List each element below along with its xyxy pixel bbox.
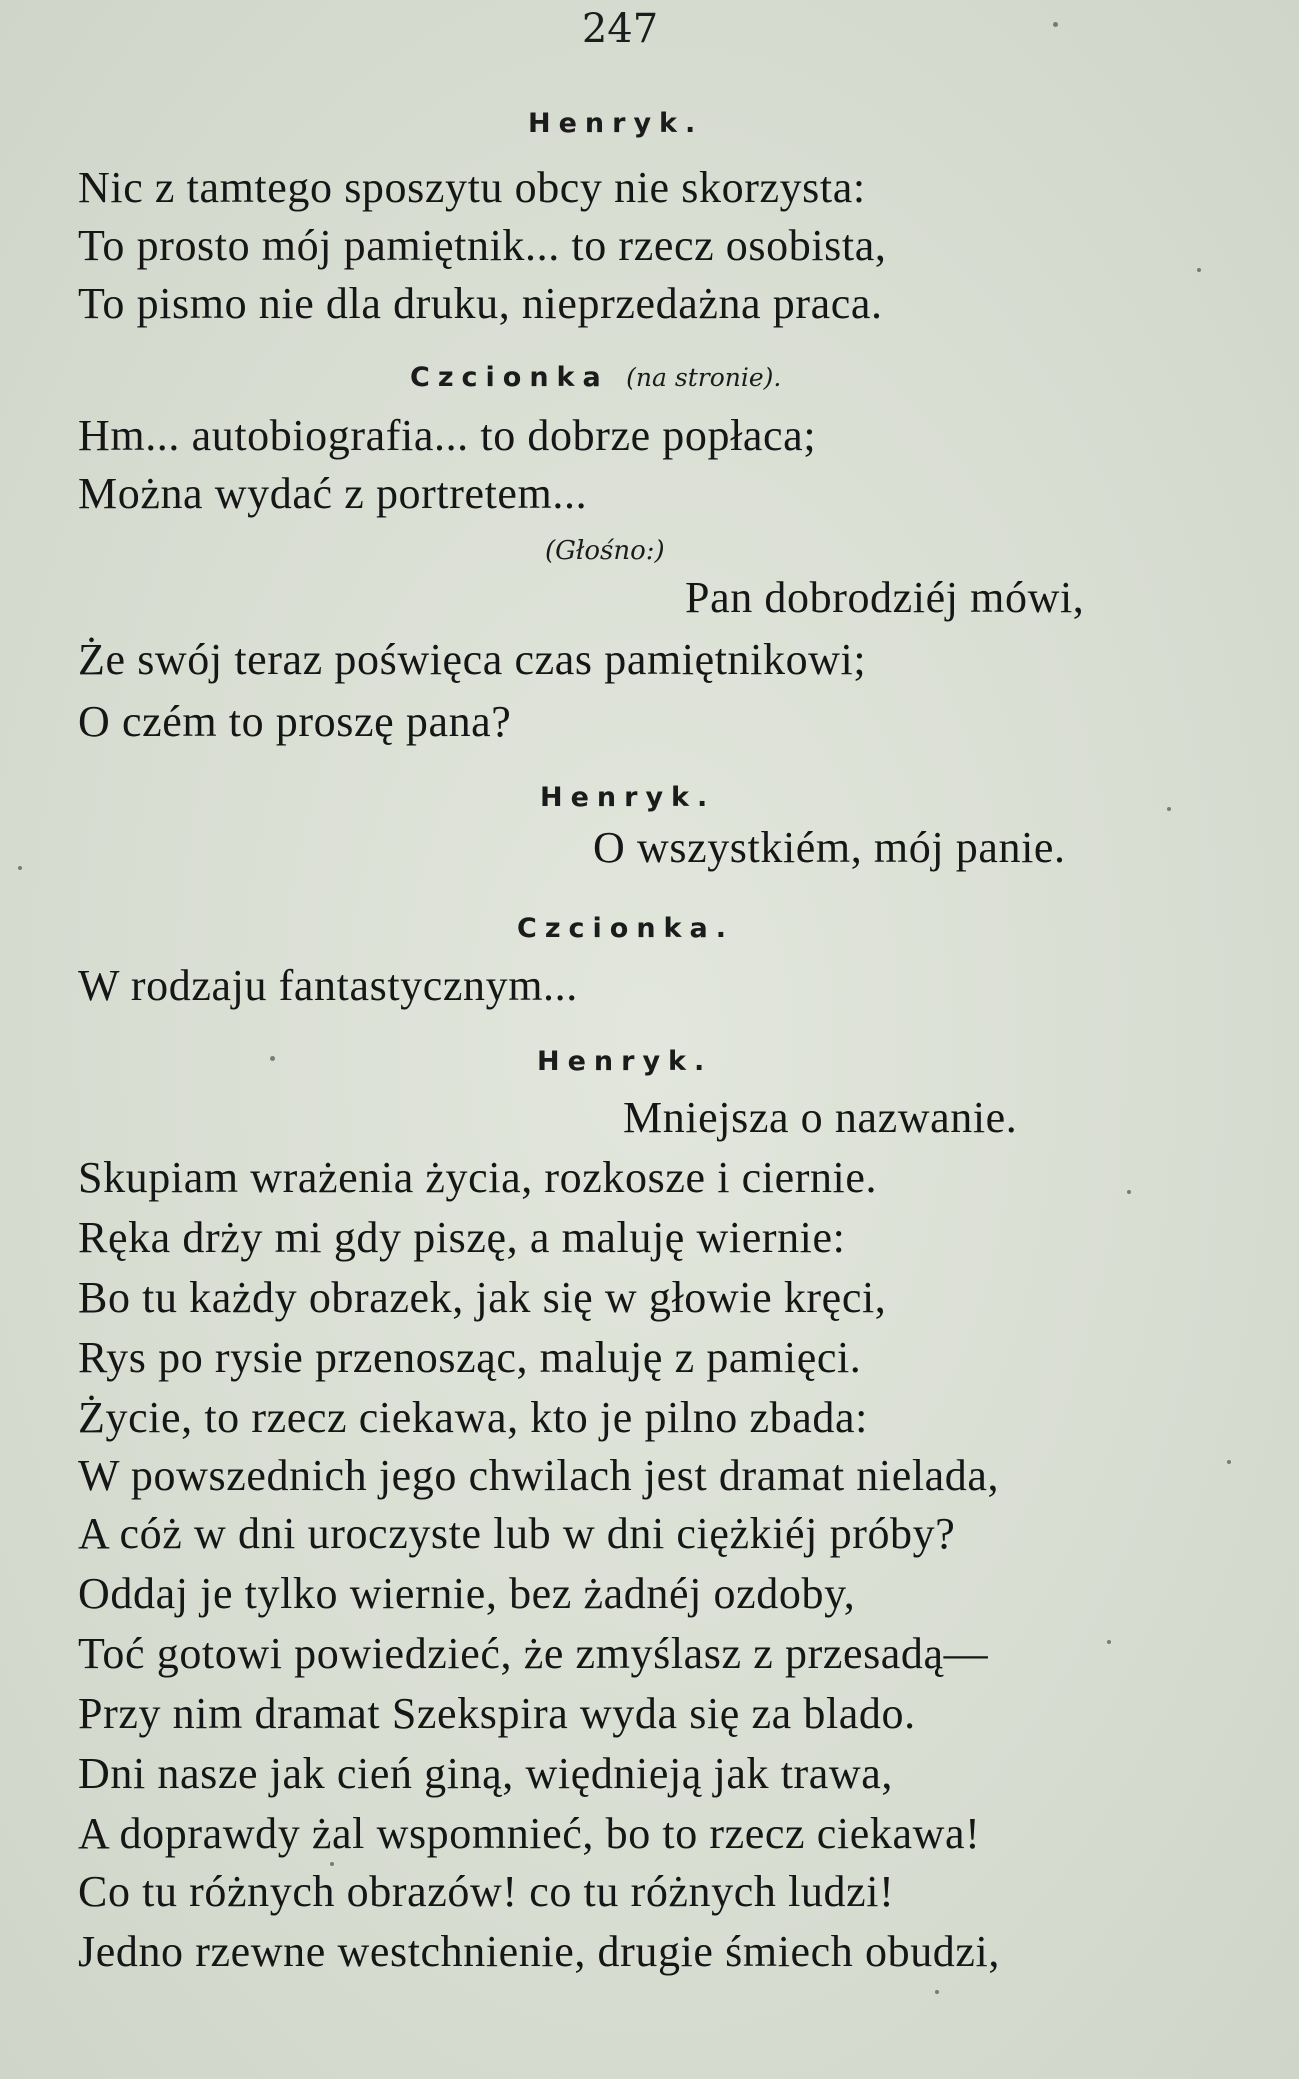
verse-line: Dni nasze jak cień giną, więdnieją jak trawa, bbox=[78, 1749, 894, 1798]
verse-line: Toć gotowi powiedzieć, że zmyślasz z przesadą— bbox=[78, 1629, 989, 1678]
paper-speck bbox=[1127, 1190, 1131, 1194]
paper-speck bbox=[18, 866, 22, 870]
verse-line: O wszystkiém, mój panie. bbox=[593, 823, 1066, 872]
verse-line: Bo tu każdy obrazek, jak się w głowie kręci, bbox=[78, 1273, 887, 1322]
verse-line: To prosto mój pamiętnik... to rzecz osobista, bbox=[78, 221, 887, 270]
speaker-name: Czcionka bbox=[410, 362, 609, 393]
verse-line: Mniejsza o nazwanie. bbox=[623, 1093, 1018, 1142]
paper-speck bbox=[1197, 268, 1201, 272]
paper-speck bbox=[1167, 807, 1171, 811]
speaker-henryk: Henryk. bbox=[537, 1046, 713, 1077]
speaker-czcionka bbox=[410, 362, 781, 393]
verse-line: Co tu różnych obrazów! co tu różnych ludzi! bbox=[78, 1867, 895, 1916]
verse-line: A doprawdy żal wspomnieć, bo to rzecz ciekawa! bbox=[78, 1809, 981, 1858]
speaker-henryk: Henryk. bbox=[540, 782, 716, 813]
verse-line: Hm... autobiografia... to dobrze popłaca; bbox=[78, 411, 817, 460]
verse-line: Oddaj je tylko wiernie, bez żadnéj ozdoby, bbox=[78, 1569, 856, 1618]
verse-line: Rys po rysie przenosząc, maluję z pamięci. bbox=[78, 1333, 862, 1382]
paper-speck bbox=[1227, 1460, 1231, 1464]
stage-direction: (na stronie). bbox=[626, 363, 782, 392]
verse-line: Można wydać z portretem... bbox=[78, 469, 588, 518]
paper-speck bbox=[1107, 1640, 1111, 1644]
verse-line: Pan dobrodziéj mówi, bbox=[685, 573, 1085, 622]
verse-line: A cóż w dni uroczyste lub w dni ciężkiéj próby? bbox=[78, 1509, 956, 1558]
verse-line: Życie, to rzecz ciekawa, kto je pilno zbada: bbox=[78, 1393, 868, 1442]
speaker-henryk: Henryk. bbox=[528, 108, 704, 139]
stage-direction-glosno: (Głośno:) bbox=[545, 536, 665, 566]
verse-line: Ręka drży mi gdy piszę, a maluję wiernie: bbox=[78, 1213, 846, 1262]
paper-speck bbox=[935, 1990, 939, 1994]
verse-line: Skupiam wrażenia życia, rozkosze i ciernie. bbox=[78, 1153, 878, 1202]
verse-line: Jedno rzewne westchnienie, drugie śmiech obudzi, bbox=[78, 1927, 1000, 1976]
verse-line: W powszednich jego chwilach jest dramat nielada, bbox=[78, 1451, 1000, 1500]
verse-line: To pismo nie dla druku, nieprzedażna praca. bbox=[78, 279, 883, 328]
speaker-czcionka: Czcionka. bbox=[517, 913, 734, 944]
verse-line: Przy nim dramat Szekspira wyda się za blado. bbox=[78, 1689, 916, 1738]
paper-speck bbox=[270, 1056, 275, 1061]
verse-line: Nic z tamtego sposzytu obcy nie skorzysta: bbox=[78, 163, 866, 212]
verse-line: Że swój teraz poświęca czas pamiętnikowi; bbox=[78, 635, 867, 684]
verse-line: O czém to proszę pana? bbox=[78, 697, 512, 746]
page-number: 247 bbox=[581, 6, 659, 52]
verse-line: W rodzaju fantastycznym... bbox=[78, 961, 578, 1010]
